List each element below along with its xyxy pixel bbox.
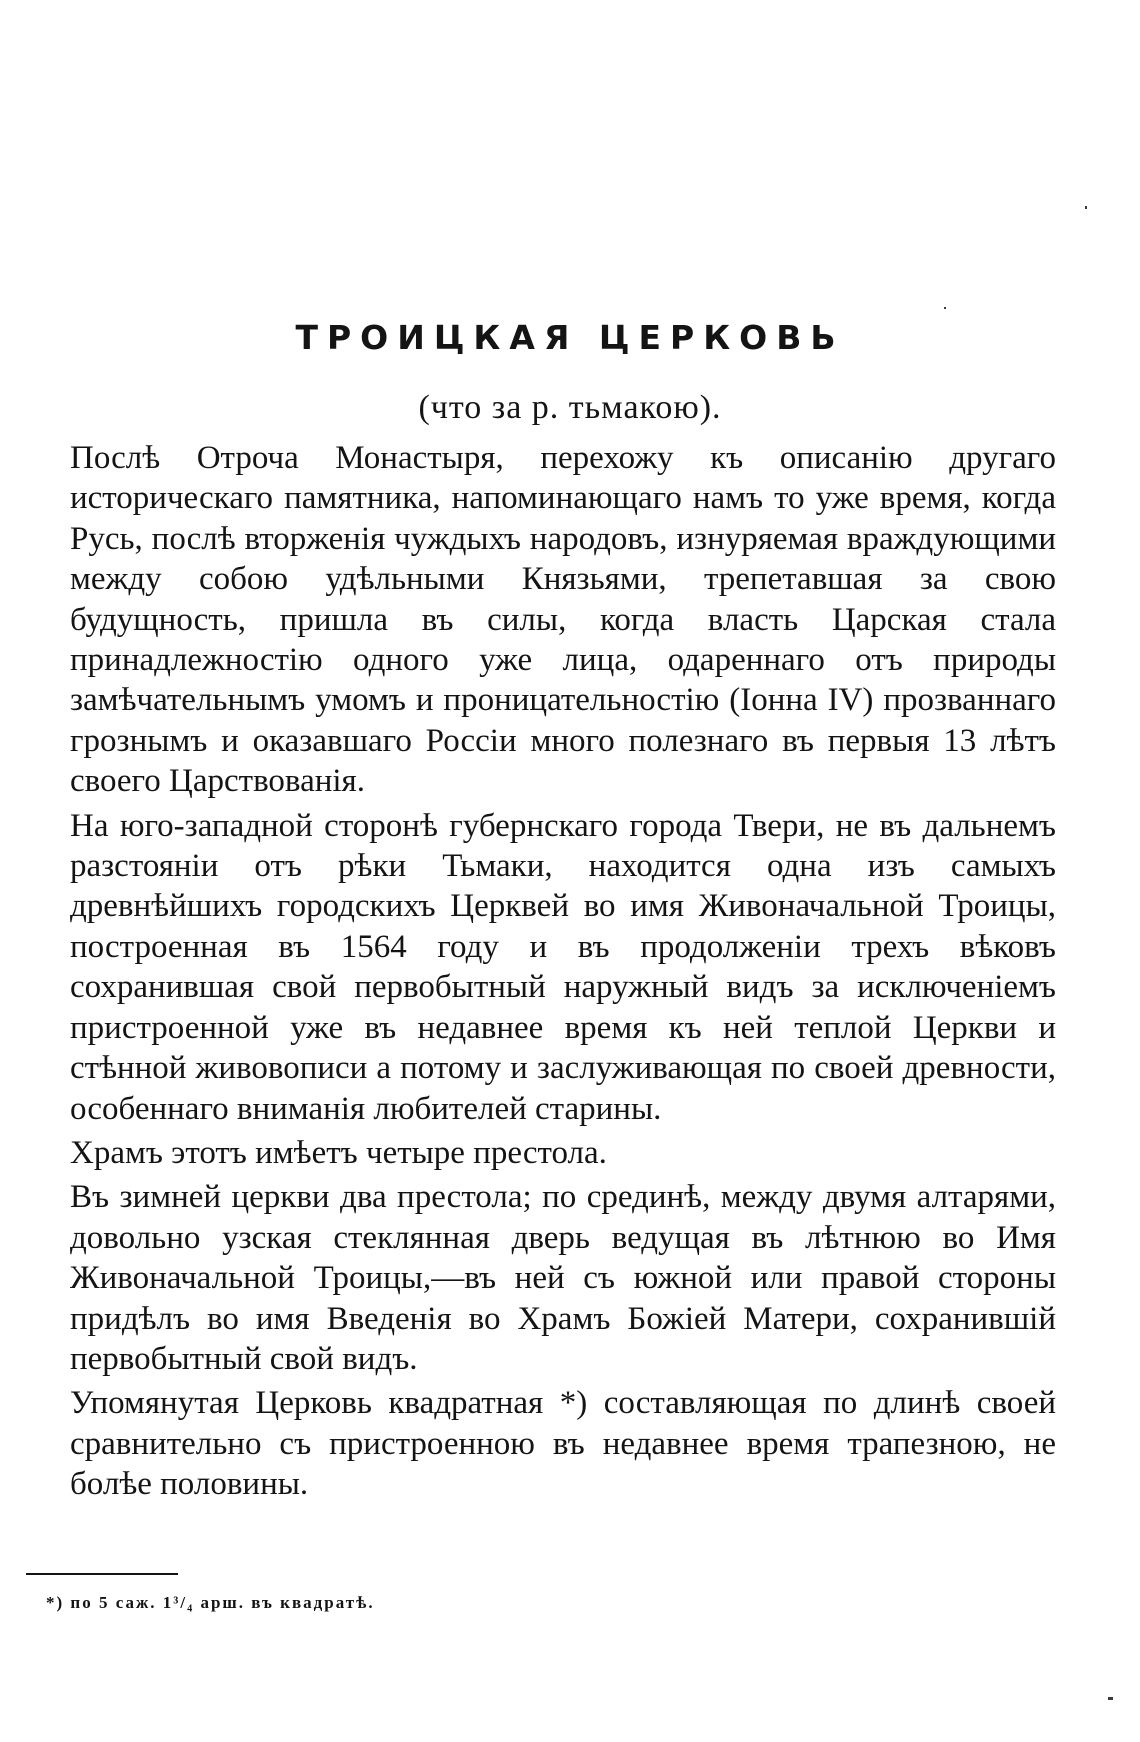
body-text: [70, 438, 1056, 1509]
scan-speck: [944, 307, 946, 309]
footnote: *) по 5 саж. 1³/₄ арш. въ квадратѣ.: [46, 1593, 375, 1612]
paragraph-5: Упомянутая Церковь квадратная *) составляющая по длинѣ своей сравнительно съ пристроенною въ недавнее время трапезною, не болѣе половины.: [70, 1385, 1056, 1503]
footnote-divider: [26, 1573, 178, 1575]
scan-speck: [1085, 206, 1087, 209]
page-subtitle: (что за р. тьмакою).: [418, 389, 722, 426]
scan-speck: [1108, 1697, 1113, 1700]
paragraph-2: На юго-западной сторонѣ губернскаго города Твери, не въ дальнемъ разстояніи отъ рѣки Тьмаки, находится одна изъ самыхъ древнѣйшихъ городскихъ Церквей во имя Живоначальной Троицы, построенная въ 1564 году и въ продолженіи трехъ вѣковъ сохранившая свой первобытный наружный видъ за исключеніемъ пристроенной уже въ недавнее время къ ней теплой Церкви и стѣнной живовописи а потому и заслуживающая по своей древности, особеннаго вниманія любителей старины.: [70, 807, 1056, 1127]
paragraph-3: Храмъ этотъ имѣетъ четыре престола.: [70, 1134, 607, 1171]
paragraph-4: Въ зимней церкви два престола; по срединѣ, между двумя алтарями, довольно узская стеклянная дверь ведущая въ лѣтнюю во Имя Живоначальной Троицы,—въ ней съ южной или правой стороны придѣлъ во имя Введенія во Храмъ Божіей Матери, сохранившій первобытный свой видъ.: [70, 1179, 1056, 1377]
paragraph-1: Послѣ Отроча Монастыря, перехожу къ описанію другаго историческаго памятника, напоминающаго намъ то уже время, когда Русь, послѣ вторженія чуждыхъ народовъ, изнуряемая враждующими между собою удѣльными Князьями, трепетавшая за свою будущность, пришла въ силы, когда власть Царская стала принадлежностію одного уже лица, одареннаго отъ природы замѣчательнымъ умомъ и проницательностію (Іонна IV) прозваннаго грознымъ и оказавшаго Россіи много полезнаго въ первыя 13 лѣтъ своего Царствованія.: [70, 440, 1056, 800]
page-title: ТРОИЦКАЯ ЦЕРКОВЬ: [295, 318, 845, 357]
